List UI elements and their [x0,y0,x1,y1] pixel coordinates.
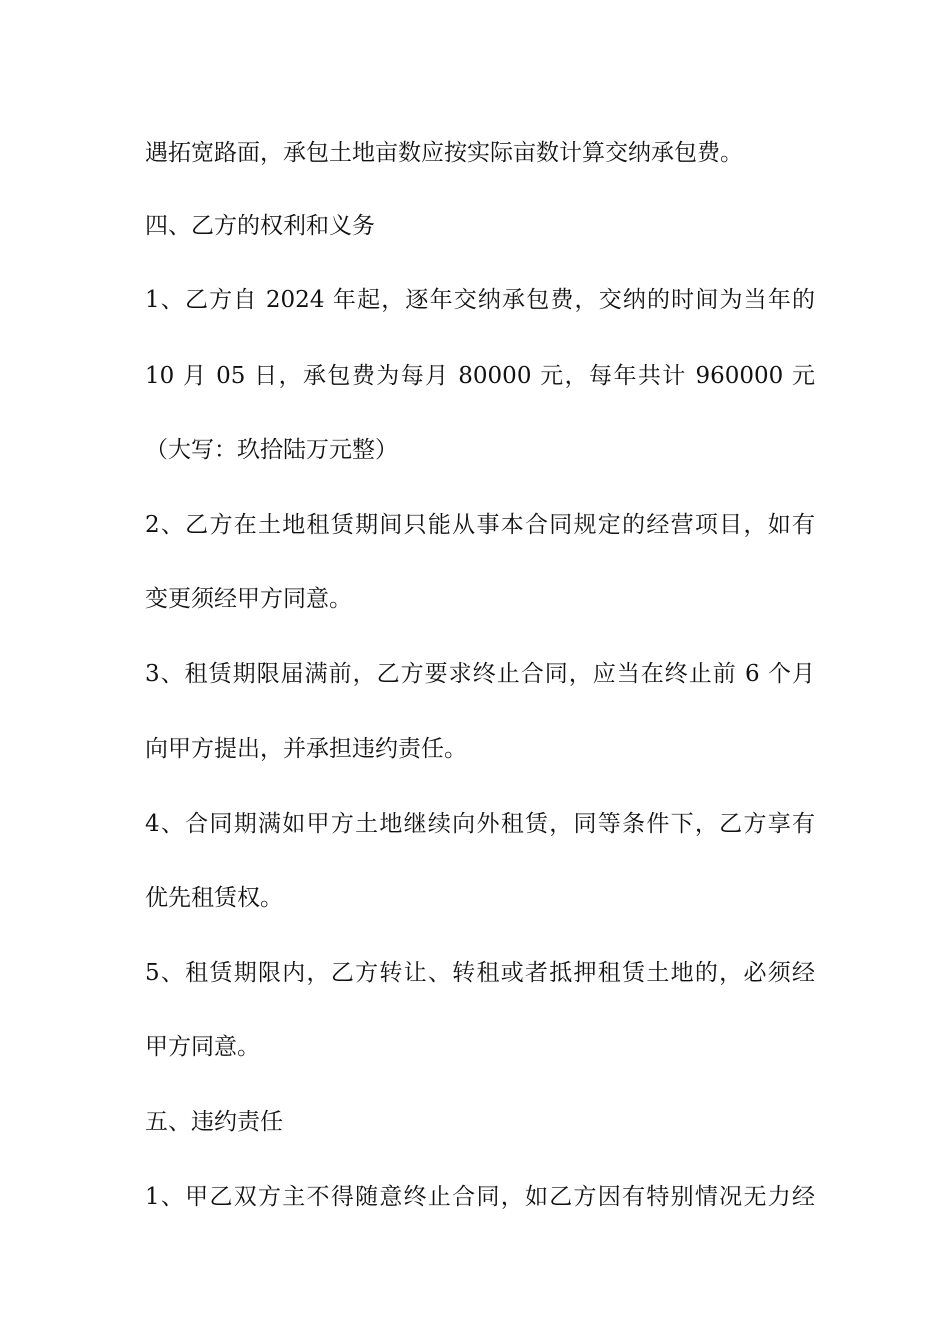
section-heading-4: 四、乙方的权利和义务 [145,213,375,239]
text-line-15: 1、甲乙双方主不得随意终止合同，如乙方因有特别情况无力经 [145,1184,815,1210]
text-line-6: 2、乙方在土地租赁期间只能从事本合同规定的经营项目，如有 [145,512,815,538]
text-line-13: 甲方同意。 [145,1034,260,1060]
text-line-10: 4、合同期满如甲方土地继续向外租赁，同等条件下，乙方享有 [145,811,815,837]
section-heading-5: 五、违约责任 [145,1109,283,1135]
text-line-9: 向甲方提出，并承担违约责任。 [145,736,467,762]
text-line-3: 1、乙方自 2024 年起，逐年交纳承包费，交纳的时间为当年的 [145,287,815,313]
text-line-4: 10 月 05 日，承包费为每月 80000 元，每年共计 960000 元 [145,363,815,389]
text-line-5: （大写：玖拾陆万元整） [145,437,398,463]
text-line-1: 遇拓宽路面，承包土地亩数应按实际亩数计算交纳承包费。 [145,140,743,166]
text-line-12: 5、租赁期限内，乙方转让、转租或者抵押租赁土地的，必须经 [145,960,815,986]
text-line-7: 变更须经甲方同意。 [145,586,352,612]
text-line-11: 优先租赁权。 [145,885,283,911]
text-line-8: 3、租赁期限届满前，乙方要求终止合同，应当在终止前 6 个月 [145,661,815,687]
